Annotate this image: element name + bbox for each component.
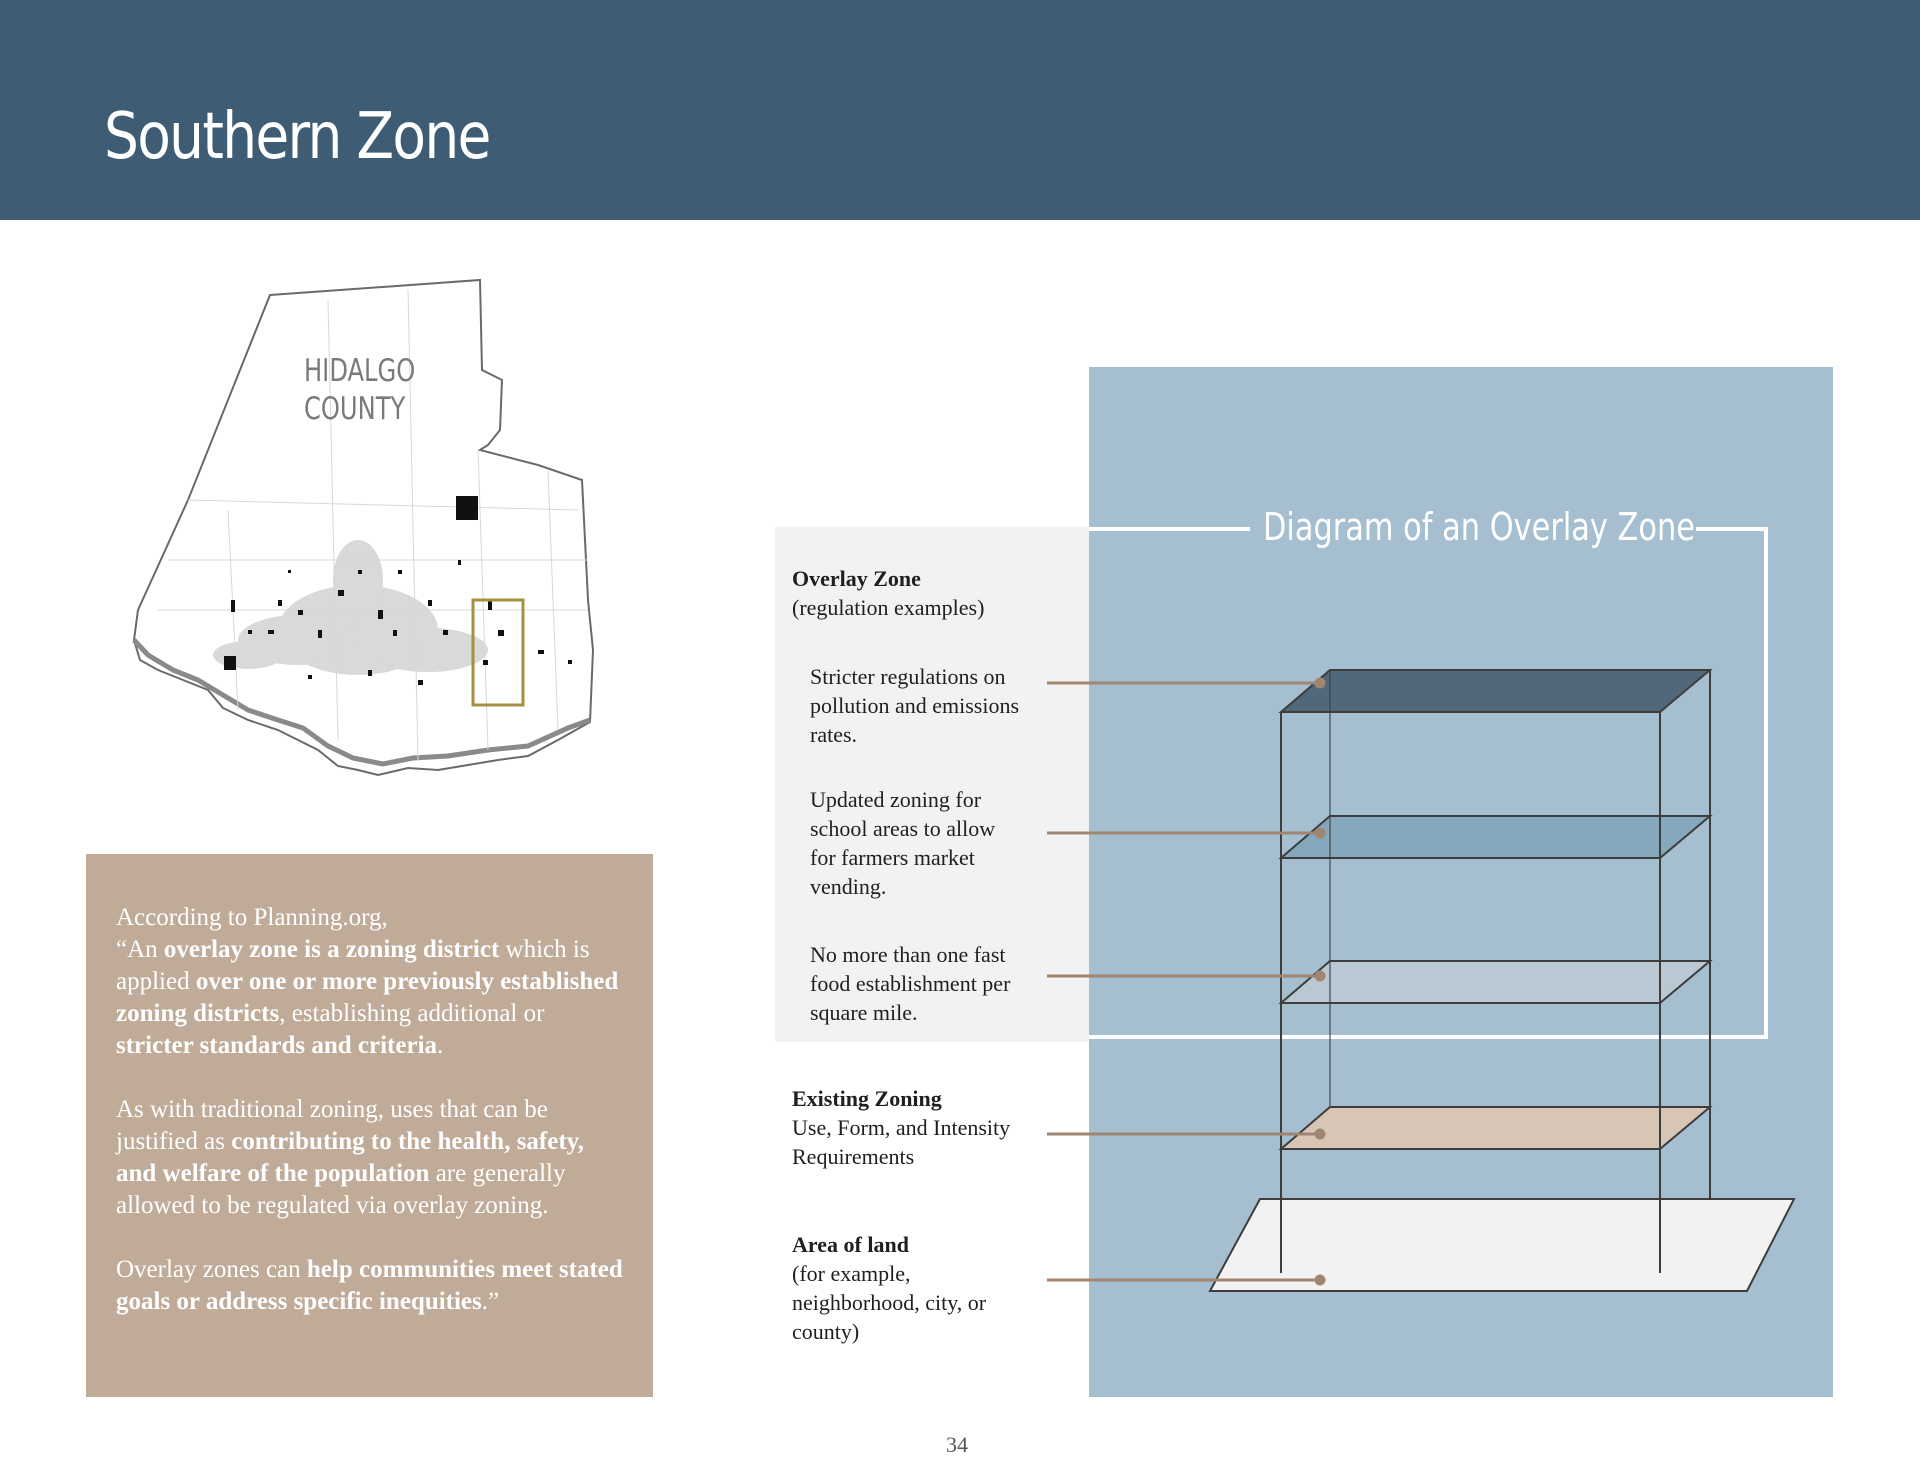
quote-text: “An	[116, 936, 164, 963]
regulation-fast-food: No more than one fast food establishment per square mile.	[810, 942, 1011, 1025]
quote-text: are generally allowed to be regulated via overlay zoning.	[116, 1160, 566, 1219]
leader-lines	[1047, 679, 1324, 1284]
quote-text: which is applied	[116, 936, 590, 995]
regulation-pollution: Stricter regulations on pollution and emissions rates.	[810, 664, 1019, 747]
overlay-zone-heading: Overlay Zone	[792, 566, 921, 591]
overlay-zone-label	[792, 564, 1052, 622]
overlay-zone-subheading: (regulation examples)	[792, 595, 985, 620]
page-title: Southern Zone	[104, 100, 490, 174]
layer-pollution	[1281, 670, 1710, 712]
quote-bold: stricter standards and criteria	[116, 1032, 438, 1059]
existing-zoning-label	[792, 1084, 1042, 1171]
quote-bold: overlay zone is a zoning district	[163, 936, 500, 963]
quote-text: , establishing additional or	[279, 1000, 545, 1027]
page-number: 34	[946, 1432, 968, 1457]
quote-text: As with traditional zoning, uses that can be justified as	[116, 1096, 548, 1155]
existing-zoning-heading: Existing Zoning	[792, 1086, 942, 1111]
quote-text: .”	[481, 1288, 500, 1315]
quote-bold: help communities meet stated goals or address specific inequities	[116, 1256, 623, 1315]
layer-fast-food	[1281, 961, 1710, 1003]
layer-school	[1281, 816, 1710, 858]
layer-existing-zoning	[1281, 1107, 1710, 1149]
quote-intro: According to Planning.org,	[116, 904, 388, 931]
quote-bold: over one or more previously established zoning districts	[116, 968, 619, 1027]
regulation-school: Updated zoning for school areas to allow for farmers market vending.	[810, 787, 996, 899]
quote-text: .	[437, 1032, 444, 1059]
area-of-land-subheading: (for example, neighborhood, city, or county)	[792, 1261, 987, 1344]
map-label-line2: COUNTY	[304, 391, 406, 427]
layer-land	[1210, 1199, 1794, 1291]
area-of-land-label	[792, 1230, 1022, 1346]
quote-bold: contributing to the health, safety, and welfare of the population	[116, 1128, 585, 1187]
area-of-land-heading: Area of land	[792, 1232, 909, 1257]
map-label-line1: HIDALGO	[304, 353, 416, 389]
existing-zoning-subheading: Use, Form, and Intensity Requirements	[792, 1115, 1011, 1169]
quote-text: Overlay zones can	[116, 1256, 307, 1283]
diagram-title: Diagram of an Overlay Zone	[1263, 505, 1695, 549]
